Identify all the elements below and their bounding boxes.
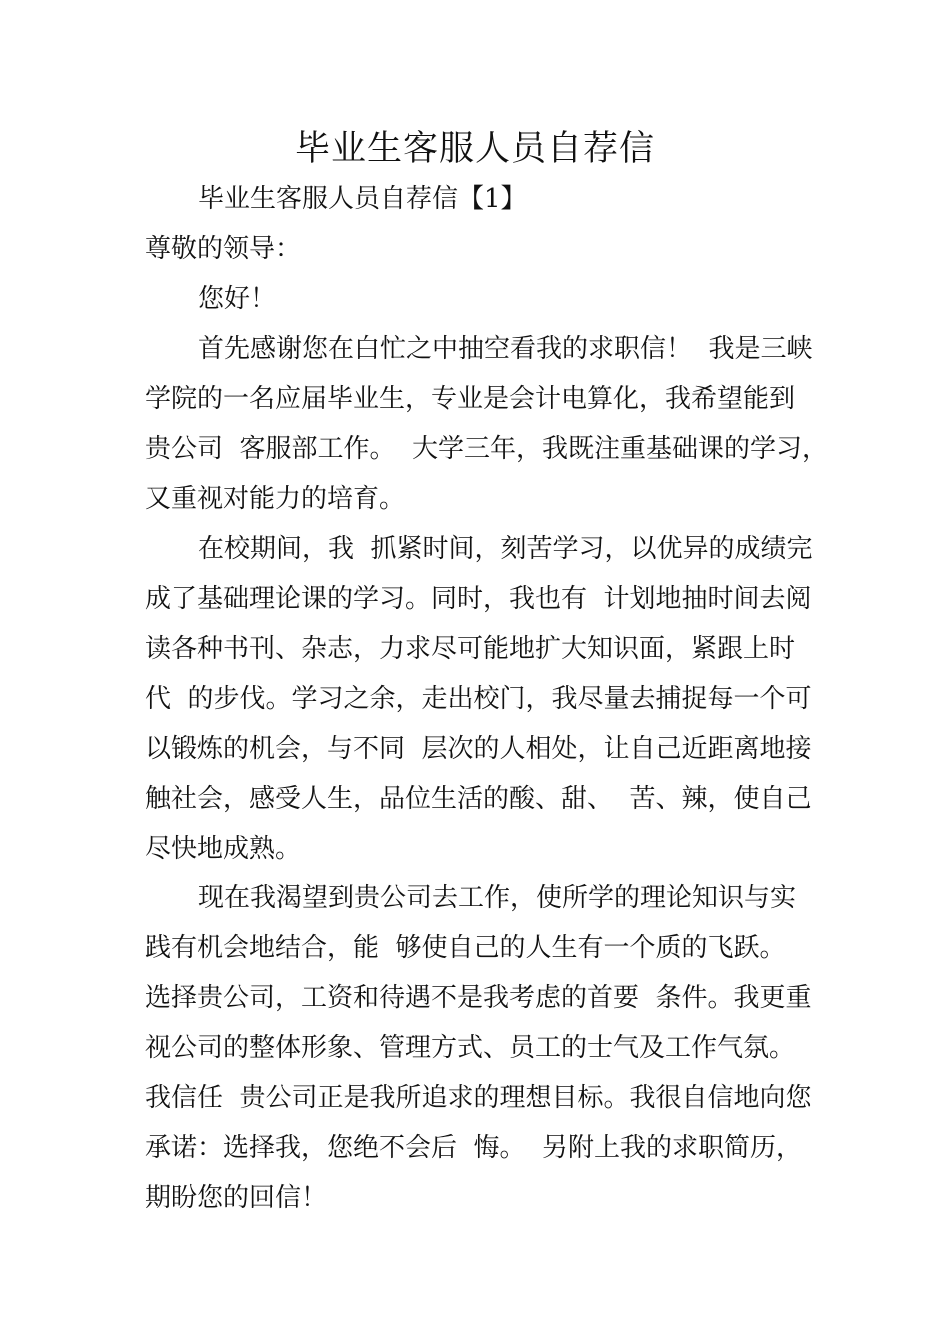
body-line: 触社会，感受人生，品位生活的酸、甜、 苦、辣，使自己 <box>145 784 812 814</box>
body-line: 在校期间，我 抓紧时间，刻苦学习，以优异的成绩完 <box>198 534 813 564</box>
salutation: 尊敬的领导： <box>145 234 302 264</box>
body-line: 代 的步伐。学习之余，走出校门，我尽量去捕捉每一个可 <box>145 684 812 714</box>
document-subtitle: 毕业生客服人员自荐信【1】 <box>198 184 527 214</box>
body-line: 首先感谢您在白忙之中抽空看我的求职信！ 我是三峡 <box>198 334 813 364</box>
body-line: 学院的一名应届毕业生，专业是会计电算化，我希望能到 <box>145 384 796 414</box>
body-line: 选择贵公司，工资和待遇不是我考虑的首要 条件。我更重 <box>145 983 812 1013</box>
body-line: 又重视对能力的培育。 <box>145 484 406 514</box>
greeting: 您好！ <box>198 284 277 314</box>
body-line: 视公司的整体形象、管理方式、员工的士气及工作气氛。 <box>145 1033 796 1063</box>
body-line: 尽快地成熟。 <box>145 834 302 864</box>
body-line: 成了基础理论课的学习。同时，我也有 计划地抽时间去阅 <box>145 584 812 614</box>
body-line: 以锻炼的机会，与不同 层次的人相处，让自己近距离地接 <box>145 734 812 764</box>
document-title: 毕业生客服人员自荐信 <box>294 129 655 169</box>
body-line: 践有机会地结合，能 够使自己的人生有一个质的飞跃。 <box>145 933 786 963</box>
body-line: 期盼您的回信！ <box>145 1183 328 1213</box>
body-line: 现在我渴望到贵公司去工作，使所学的理论知识与实 <box>198 883 797 913</box>
body-line: 贵公司 客服部工作。 大学三年，我既注重基础课的学习， <box>145 434 829 464</box>
body-line: 我信任 贵公司正是我所追求的理想目标。我很自信地向您 <box>145 1083 812 1113</box>
body-line: 承诺：选择我，您绝不会后 悔。 另附上我的求职简历， <box>145 1133 803 1163</box>
body-line: 读各种书刊、杂志，力求尽可能地扩大知识面，紧跟上时 <box>145 634 796 664</box>
